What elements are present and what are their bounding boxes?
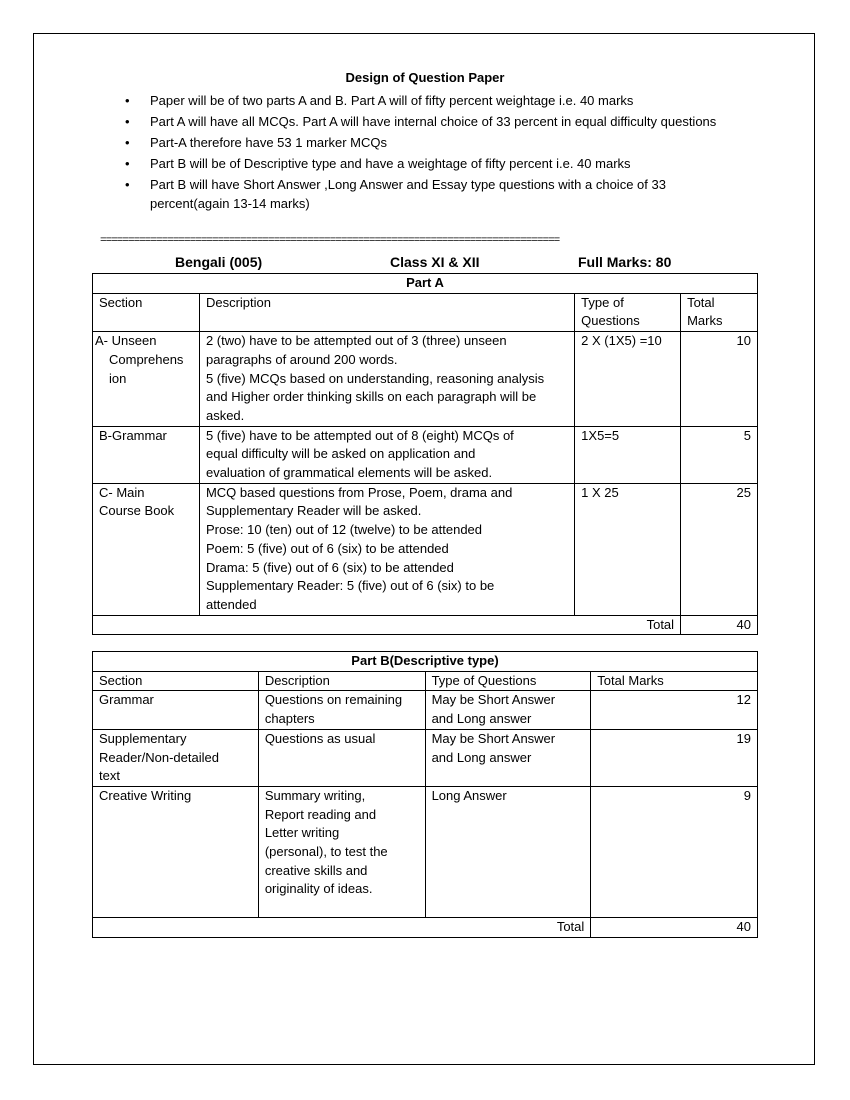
section-cell: Grammar — [93, 691, 259, 729]
total-value: 40 — [591, 917, 758, 937]
section-cell: B-Grammar — [93, 426, 200, 483]
part-a-header-row — [93, 293, 758, 331]
marks-cell: 9 — [591, 786, 758, 917]
bullet-item: • Paper will be of two parts A and B. Part A will of fifty percent weightage i.e. 40 marks — [125, 93, 634, 108]
full-marks-label: Full Marks: 80 — [578, 254, 672, 270]
marks-cell: 19 — [591, 729, 758, 786]
class-label: Class XI & XII — [390, 254, 480, 270]
marks-cell: 10 — [681, 332, 758, 427]
table-row — [93, 729, 758, 786]
design-bullet-list — [110, 91, 730, 215]
bullet-icon: • — [125, 114, 130, 129]
subject-name: Bengali (005) — [175, 254, 263, 270]
part-b-header-row — [93, 671, 758, 691]
bullet-item: • Part B will be of Descriptive type and have a weightage of fifty percent i.e. 40 marks — [125, 156, 631, 171]
header-type: Type of Questions — [425, 671, 591, 691]
separator-rule: ================================================================================== — [100, 235, 560, 247]
description-cell: 5 (five) have to be attempted out of 8 (eight) MCQs of equal difficulty will be asked on application and evaluation of grammatical elements will be asked. — [199, 426, 574, 483]
type-cell: May be Short Answer and Long answer — [425, 691, 591, 729]
type-cell: May be Short Answer and Long answer — [425, 729, 591, 786]
total-label: Total — [93, 615, 681, 635]
part-b-title: Part B(Descriptive type) — [93, 652, 758, 672]
description-cell: Questions on remaining chapters — [258, 691, 425, 729]
bullet-icon: • — [125, 156, 130, 171]
total-row — [93, 615, 758, 635]
marks-cell: 25 — [681, 483, 758, 615]
bullet-item: • Part-A therefore have 53 1 marker MCQs — [125, 135, 387, 150]
part-b-table — [92, 651, 758, 938]
header-section: Section — [93, 671, 259, 691]
part-a-title: Part A — [93, 274, 758, 294]
marks-cell: 5 — [681, 426, 758, 483]
type-cell: 2 X (1X5) =10 — [575, 332, 681, 427]
bullet-item: • Part B will have Short Answer ,Long Answer and Essay type questions with a choice of 33 percent(again 13-14 marks) — [125, 177, 666, 211]
description-cell: Summary writing, Report reading and Letter writing (personal), to test the creative skills and originality of ideas. — [258, 786, 425, 917]
section-cell: Supplementary Reader/Non-detailed text — [93, 729, 259, 786]
bullet-icon: • — [125, 93, 130, 108]
header-marks: Total Marks — [681, 293, 758, 331]
header-description: Description — [258, 671, 425, 691]
total-row — [93, 917, 758, 937]
section-cell: A- Unseen Comprehens ion — [93, 332, 200, 427]
table-row — [93, 483, 758, 615]
header-marks: Total Marks — [591, 671, 758, 691]
type-cell: Long Answer — [425, 786, 591, 917]
header-section: Section — [93, 293, 200, 331]
description-cell: MCQ based questions from Prose, Poem, drama and Supplementary Reader will be asked. Prose: 10 (ten) out of 12 (twelve) to be attended Poem: 5 (five) out of 6 (six) to be attended Drama: 5 (five) out of 6 (six) to be attended Supplementary Reader: 5 (five) out of 6 (six) to be attended — [199, 483, 574, 615]
section-cell: C- Main Course Book — [93, 483, 200, 615]
part-a-table — [92, 273, 758, 635]
type-cell: 1 X 25 — [575, 483, 681, 615]
table-row — [93, 691, 758, 729]
bullet-item: • Part A will have all MCQs. Part A will have internal choice of 33 percent in equal difficulty questions — [125, 114, 717, 129]
description-cell: Questions as usual — [258, 729, 425, 786]
description-cell: 2 (two) have to be attempted out of 3 (three) unseen paragraphs of around 200 words. 5 (five) MCQs based on understanding, reasoning analysis and Higher order thinking skills on each paragraph will be asked. — [199, 332, 574, 427]
table-row — [93, 332, 758, 427]
total-value: 40 — [681, 615, 758, 635]
section-cell: Creative Writing — [93, 786, 259, 917]
type-cell: 1X5=5 — [575, 426, 681, 483]
table-row — [93, 786, 758, 917]
header-description: Description — [199, 293, 574, 331]
marks-cell: 12 — [591, 691, 758, 729]
total-label: Total — [93, 917, 591, 937]
page-title: Design of Question Paper — [345, 70, 505, 85]
header-type: Type of Questions — [575, 293, 681, 331]
bullet-icon: • — [125, 177, 130, 192]
table-row — [93, 426, 758, 483]
bullet-icon: • — [125, 135, 130, 150]
